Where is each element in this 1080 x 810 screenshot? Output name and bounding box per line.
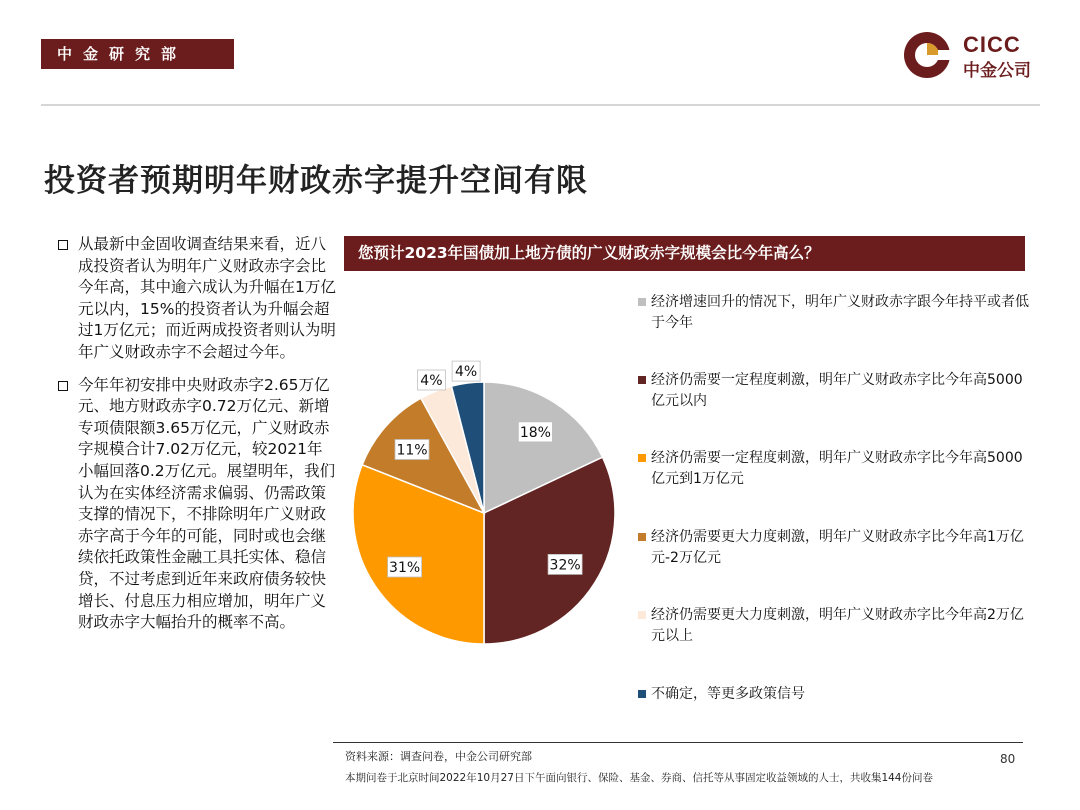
legend-label: 经济增速回升的情况下，明年广义财政赤字跟今年持平或者低于今年 [651,294,1029,331]
bullet-square-icon [58,240,68,250]
legend-swatch [638,454,646,462]
page-title: 投资者预期明年财政赤字提升空间有限 [44,163,588,199]
bullet-item [58,234,336,364]
pie-data-label [388,557,422,577]
logo-text-cn: 中金公司 [963,61,1031,81]
source-note: 资料来源：调查问卷，中金公司研究部 [345,750,532,763]
cicc-logo [902,30,1047,82]
pie-data-label-text: 18% [519,424,551,441]
legend-label: 经济仍需要一定程度刺激，明年广义财政赤字比今年高5000亿元以内 [651,372,1023,409]
page-number: 80 [1000,752,1016,766]
pie-data-label-text: 11% [396,442,428,459]
chart-title: 您预计2023年国债加上地方债的广义财政赤字规模会比今年高么？ [344,236,1025,271]
legend-item [638,605,1032,647]
bullet-text: 今年年初安排中央财政赤字2.65万亿元、地方财政赤字0.72万亿元、新增专项债限额3.65万亿元，广义财政赤字规模合计7.02万亿元，较2021年小幅回落0.2万亿元。展望明年，我们认为在实体经济需求偏弱、仍需政策支撑的情况下，不排除明年广义财政赤字高于今年的可能，同时或也会继续依托政策性金融工具托实体、稳信贷，不过考虑到近年来政府债务较快增长、付息压力相应增加，明年广义财政赤字大幅抬升的概率不高。 [78,375,336,632]
pie-data-label [417,370,445,390]
legend-swatch [638,298,646,306]
pie-chart [343,364,625,654]
legend-label: 不确定，等更多政策信号 [651,686,805,702]
pie-data-label-text: 4% [420,373,443,389]
legend-item [638,448,1032,490]
pie-data-label [395,440,429,460]
pie-data-label-text: 32% [549,557,581,574]
legend-item [638,684,1032,705]
department-banner: 中金研究部 [41,39,234,69]
footer-divider [333,742,1023,743]
survey-footnote: 本期问卷于北京时间2022年10月27日下午面向银行、保险、基金、券商、信托等从事固定收益领域的人士，共收集144份问卷 [345,772,933,784]
legend-swatch [638,690,646,698]
legend-label: 经济仍需要更大力度刺激，明年广义财政赤字比今年高2万亿元以上 [651,607,1024,644]
pie-data-label [452,361,480,381]
bullet-item [58,375,336,634]
pie-data-label-text: 31% [389,560,421,576]
legend-label: 经济仍需要更大力度刺激，明年广义财政赤字比今年高1万亿元-2万亿元 [651,529,1024,566]
pie-data-label-text: 4% [454,364,478,381]
legend-swatch [638,611,646,619]
bullet-text: 从最新中金固收调查结果来看，近八成投资者认为明年广义财政赤字会比今年高，其中逾六成认为升幅在1万亿元以内，15%的投资者认为升幅会超过1万亿元；而近两成投资者则认为明年广义财政赤字不会超过今年。 [78,235,336,361]
legend-item [638,292,1032,334]
pie-data-label [518,422,552,442]
legend-swatch [638,533,646,541]
legend-swatch [638,376,646,384]
bullet-list [58,234,336,634]
bullet-square-icon [58,381,68,391]
logo-text-en: CICC [963,32,1021,57]
legend-label: 经济仍需要一定程度刺激，明年广义财政赤字比今年高5000亿元到1万亿元 [651,450,1023,487]
legend-item [638,370,1032,412]
cicc-logo-icon [902,30,952,80]
legend-item [638,527,1032,569]
header-divider [41,104,1040,106]
pie-data-label [548,554,582,574]
